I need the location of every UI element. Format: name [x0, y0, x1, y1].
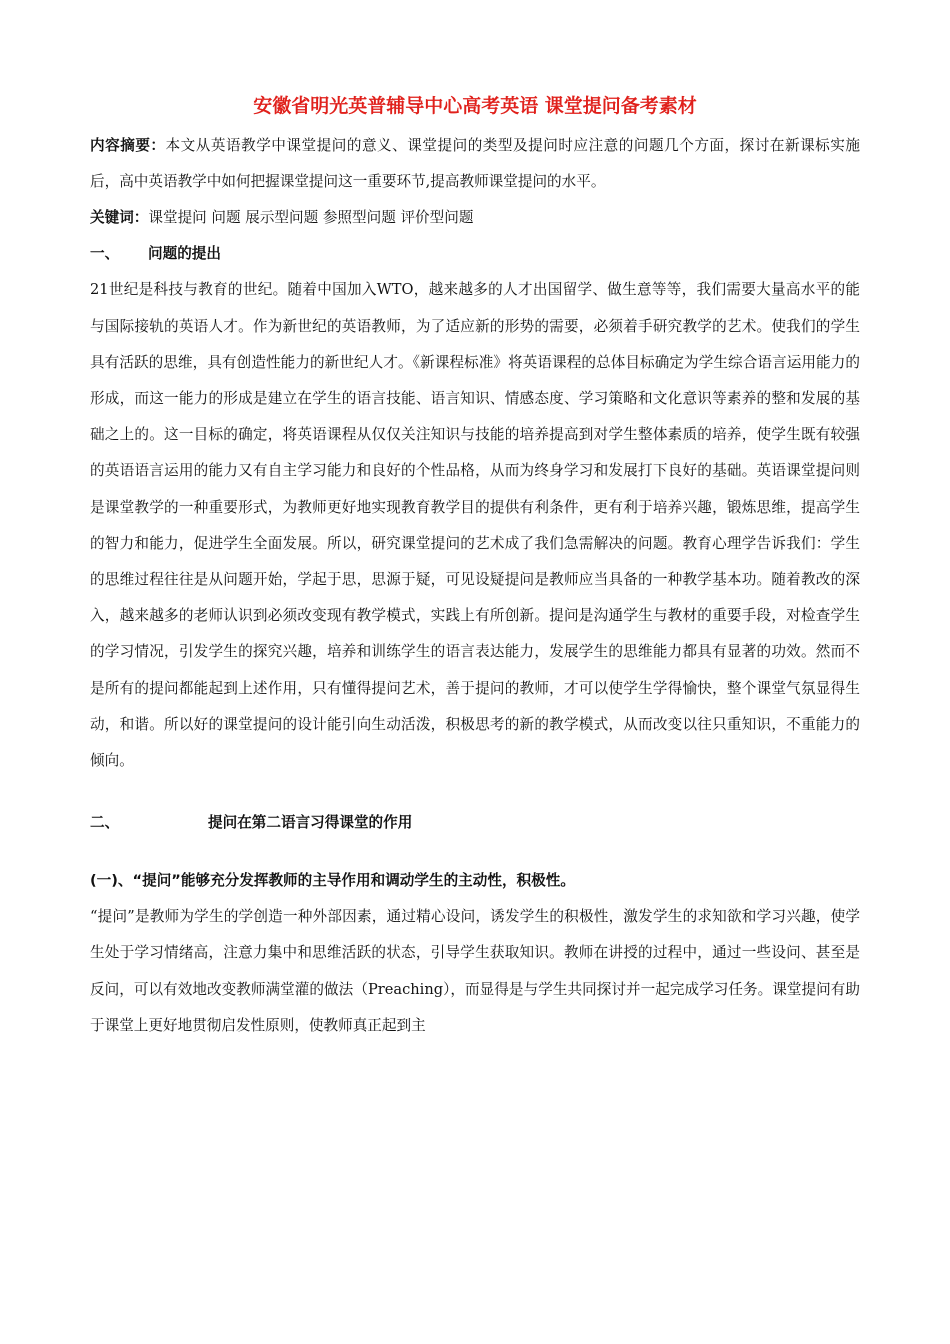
document-page [90, 92, 860, 1044]
section2-number: 二、 [90, 814, 120, 832]
section2-title: 提问在第二语言习得课堂的作用 [208, 814, 413, 832]
spacer [90, 841, 860, 863]
subsection1-heading: (一)、“提问”能够充分发挥教师的主导作用和调动学生的主动性，积极性。 [90, 872, 575, 890]
abstract-text: 本文从英语教学中课堂提问的意义、课堂提问的类型及提问时应注意的问题几个方面，探讨在新课标实施后，高中英语教学中如何把握课堂提问这一重要环节,提高教师课堂提问的水平。 [90, 137, 860, 191]
section1-title: 问题的提出 [148, 245, 221, 263]
abstract-paragraph [90, 128, 860, 200]
subsection1-body: “提问”是教师为学生的学创造一种外部因素，通过精心设问，诱发学生的积极性，激发学生的求知欲和学习兴趣，使学生处于学习情绪高，注意力集中和思维活跃的状态，引导学生获取知识。教师在讲授的过程中，通过一些设问、甚至是反问，可以有效地改变教师满堂灌的做法（Preaching），而显得是与学生共同探讨并一起完成学习任务。课堂提问有助于课堂上更好地贯彻启发性原则，使教师真正起到主 [90, 908, 860, 1034]
abstract-label: 内容摘要： [90, 137, 166, 154]
spacer [90, 779, 860, 805]
section1-number: 一、 [90, 245, 120, 263]
keywords-label: 关键词： [90, 209, 149, 227]
keywords-text: 课堂提问 问题 展示型问题 参照型问题 评价型问题 [148, 209, 474, 227]
document-title: 安徽省明光英普辅导中心高考英语 课堂提问备考素材 [253, 95, 697, 117]
section2-heading [90, 805, 860, 841]
section1-body: 21世纪是科技与教育的世纪。随着中国加入WTO，越来越多的人才出国留学、做生意等等，我们需要大量高水平的能与国际接轨的英语人才。作为新世纪的英语教师，为了适应新的形势的需要，必须着手研究教学的艺术。使我们的学生具有活跃的思维，具有创造性能力的新世纪人才。《新课程标准》将英语课程的总体目标确定为学生综合语言运用能力的形成，而这一能力的形成是建立在学生的语言技能、语言知识、情感态度、学习策略和文化意识等素养的整和发展的基础之上的。这一目标的确定，将英语课程从仅仅关注知识与技能的培养提高到对学生整体素质的培养，使学生既有较强的英语语言运用的能力又有自主学习能力和良好的个性品格，从而为终身学习和发展打下良好的基础。英语课堂提问则是课堂教学的一种重要形式，为教师更好地实现教育教学目的提供有利条件，更有利于培养兴趣，锻炼思维，提高学生的智力和能力，促进学生全面发展。所以，研究课堂提问的艺术成了我们急需解决的问题。教育心理学告诉我们：学生的思维过程往往是从问题开始，学起于思，思源于疑，可见设疑提问是教师应当具备的一种教学基本功。随着教改的深入，越来越多的老师认识到必须改变现有教学模式，实践上有所创新。提问是沟通学生与教材的重要手段，对检查学生的学习情况，引发学生的探究兴趣，培养和训练学生的语言表达能力，发展学生的思维能力都具有显著的功效。然而不是所有的提问都能起到上述作用，只有懂得提问艺术，善于提问的教师，才可以使学生学得愉快，整个课堂气氛显得生动，和谐。所以好的课堂提问的设计能引向生动活泼，积极思考的新的教学模式，从而改变以往只重知识，不重能力的倾向。 [90, 281, 860, 770]
section1-heading [90, 236, 860, 272]
keywords-paragraph [90, 200, 860, 236]
